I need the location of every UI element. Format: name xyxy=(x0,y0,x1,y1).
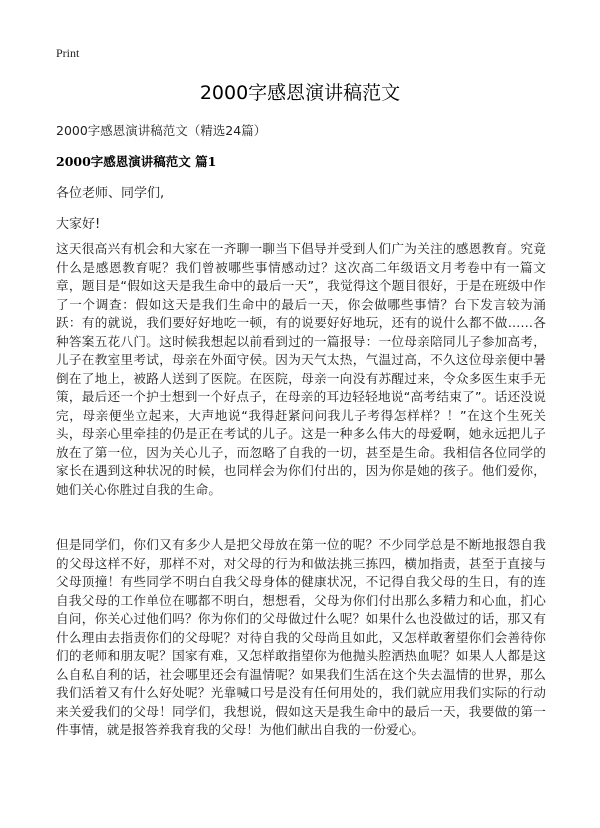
paragraph-1: 这天很高兴有机会和大家在一齐聊一聊当下倡导并受到人们广为关注的感恩教育。究竟什么是感恩教育呢？我们曾被哪些事情感动过？这次高二年级语文月考卷中有一篇文章，题目是“假如这天是我生命中的最后一天”，我觉得这个题目很好，于是在班级中作了一个调查：假如这天是我们生命中的最后一天，你会做哪些事情？台下发言较为涌跃：有的就说，我们要好好地吃一顿，有的说要好好地玩，还有的说什么都不做……各种答案五花八门。这时候我想起以前看到过的一篇报导：一位母亲陪同儿子参加高考，儿子在教室里考试，母亲在外面守侯。因为天气太热，气温过高，不久这位母亲便中暑倒在了地上，被路人送到了医院。在医院，母亲一向没有苏醒过来，令众多医生束手无策，最后还一个护士想到一个好点子，在母亲的耳边轻轻地说“高考结束了”。话还没说完，母亲便坐立起来，大声地说“我得赶紧问问我儿子考得怎样样？！”在这个生死关头，母亲心里牵挂的仍是正在考试的儿子。这是一种多么伟大的母爱啊，她永远把儿子放在了第一位，因为关心儿子，而忽略了自我的一切，甚至是生命。我相信各位同学的家长在遇到这种状况的时候，也同样会为你们付出的，因为你是她的孩子。他们爱你，她们关心你胜过自我的生命。 xyxy=(56,241,546,497)
greeting-everyone: 大家好! xyxy=(56,217,101,232)
print-label[interactable]: Print xyxy=(56,46,80,60)
greeting-teachers: 各位老师、同学们, xyxy=(56,186,165,201)
document-title: 2000字感恩演讲稿范文 xyxy=(199,82,401,104)
paragraph-2: 但是同学们，你们又有多少人是把父母放在第一位的呢？不少同学总是不断地报怨自我的父母这样不好，那样不对，对父母的行为和做法挑三拣四，横加指责，甚至于直接与父母顶撞！有些同学不明白自我父母身体的健康状况，不记得自我父母的生日，有的连自我父母的工作单位在哪都不明白，想想看，父母为你们付出那么多精力和心血，扪心自问，你关心过他们吗？你为你们的父母做过什么呢？如果什么也没做过的话，那又有什么理由去指责你们的父母呢？对待自我的父母尚且如此，又怎样敢奢望你们会善待你们的老师和朋友呢？国家有难，又怎样敢指望你为他抛头腔洒热血呢？如果人人都是这么自私自利的话，社会哪里还会有温情呢？如果我们生活在这个失去温情的世界，那么我们活着又有什么好处呢？光靠喊口号是没有任何用处的，我们就应用我们实际的行动来关爱我们的父母！同学们，我想说，假如这天是我生命中的最后一天，我要做的第一件事情，就是报答养我育我的父母！为他们献出自我的一份爱心。 xyxy=(56,537,546,737)
section-heading: 2000字感恩演讲稿范文 篇1 xyxy=(56,154,217,169)
document-subtitle: 2000字感恩演讲稿范文（精选24篇） xyxy=(56,123,267,138)
